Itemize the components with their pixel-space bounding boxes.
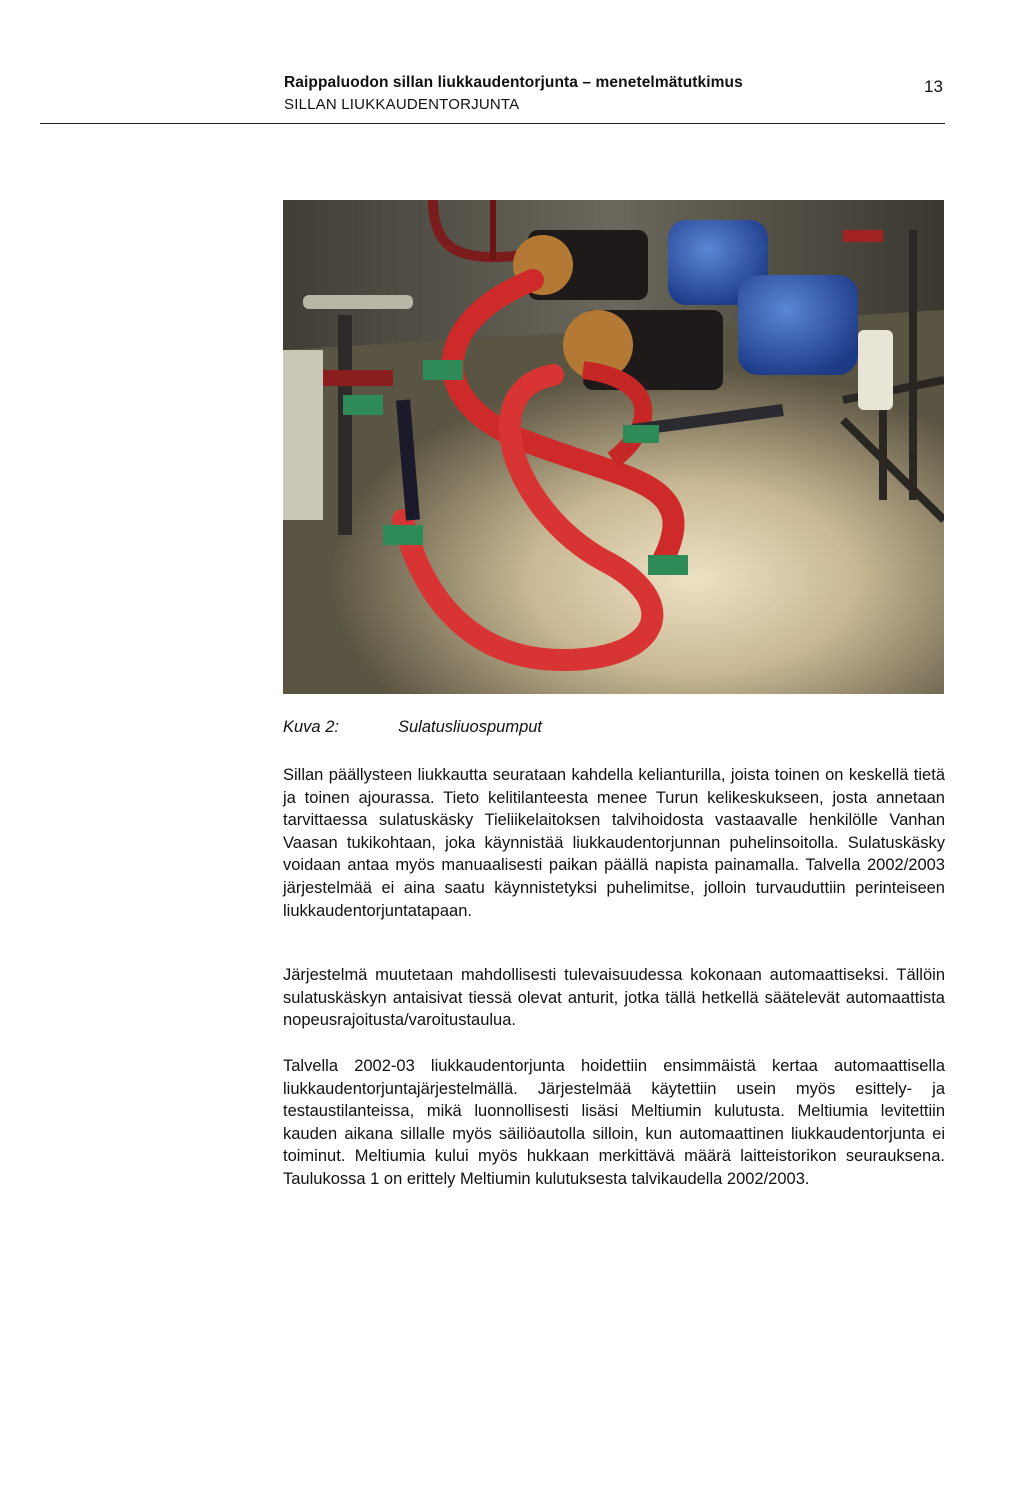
page-number: 13 [924, 77, 943, 96]
figure-caption-text: Sulatusliuospumput [398, 718, 543, 736]
section-title: SILLAN LIUKKAUDENTORJUNTA [284, 96, 520, 113]
paragraph-3: Talvella 2002-03 liukkaudentorjunta hoidettiin ensimmäistä kertaa automaattisella liukkaudentorjuntajärjestelmällä. Järjestelmää käytettiin usein myös esittely- ja testaustilanteissa, mikä luonnollisesti lisäsi Meltiumin kulutusta. Meltiumia levitettiin kauden aikana sillalle myös säiliöautolla silloin, kun automaattinen liukkaudentorjunta ei toiminut. Meltiumia kului myös hukkaan merkittävä määrä laitteistorikon seurauksena. Taulukossa 1 on erittely Meltiumin kulutuksesta talvikaudella 2002/2003. [283, 1057, 945, 1188]
figure-caption [283, 718, 542, 737]
paragraph-2: Järjestelmä muutetaan mahdollisesti tulevaisuudessa kokonaan automaattiseksi. Tällöin sulatuskäskyn antaisivat tiessä olevat anturit, jotka tällä hetkellä säätelevät automaattista nopeusrajoitusta/varoitustaulua. [283, 966, 945, 1030]
figure-label: Kuva 2: [283, 718, 339, 736]
paragraph-1: Sillan päällysteen liukkautta seurataan kahdella kelianturilla, joista toinen on keskellä tietä ja toinen ajourassa. Tieto kelitilanteesta menee Turun kelikeskukseen, josta annetaan tarvittaessa sulatuskäsky Tieliikelaitoksen talvihoidosta vastaavalle henkilölle Vanhan Vaasan tukikohtaan, joka käynnistää liukkaudentorjunnan puhelinsoitolla. Sulatuskäsky voidaan antaa myös manuaalisesti paikan päällä napista painamalla. Talvella 2002/2003 järjestelmää ei aina saatu käynnistetyksi puhelimitse, jolloin turvauduttiin perinteiseen liukkaudentorjuntatapaan. [283, 766, 945, 920]
header-divider [40, 123, 945, 124]
pump-photo [283, 200, 944, 694]
document-title: Raippaluodon sillan liukkaudentorjunta – menetelmätutkimus [284, 74, 743, 91]
